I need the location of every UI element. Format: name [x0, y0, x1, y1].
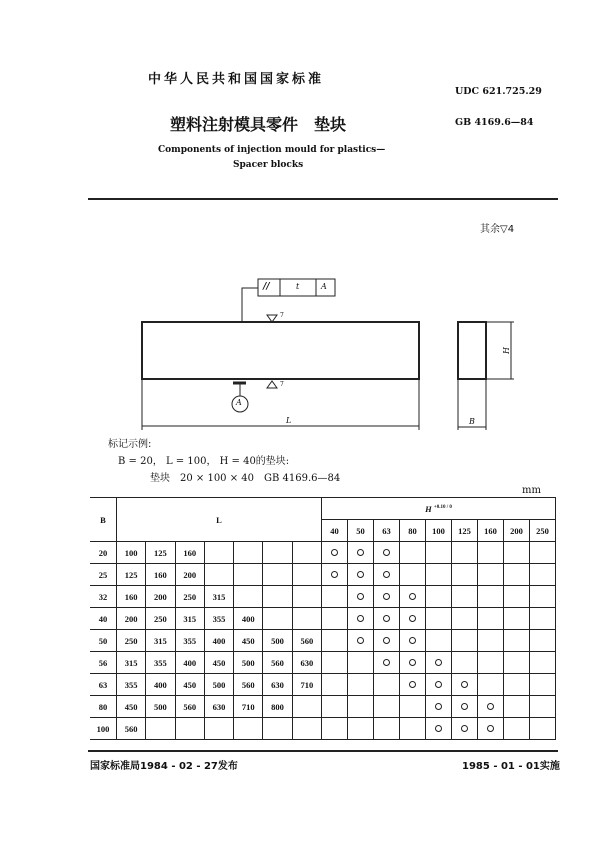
l-value: 450	[204, 652, 233, 674]
h-availability-cell	[322, 696, 348, 718]
table-row	[90, 630, 556, 652]
l-value: 500	[234, 652, 263, 674]
h-availability-cell	[504, 608, 530, 630]
unit-label: mm	[522, 485, 541, 496]
issue-date: 国家标准局1984 - 02 - 27发布	[90, 761, 238, 772]
available-circle-icon	[357, 593, 364, 600]
l-value	[263, 542, 292, 564]
header-H-tolerance: +0.10 / 0	[433, 504, 452, 510]
table-row	[90, 674, 556, 696]
h-availability-cell	[452, 564, 478, 586]
h-availability-cell	[426, 630, 452, 652]
h-availability-cell	[478, 608, 504, 630]
dimension-H: H	[501, 347, 511, 354]
h-availability-cell	[348, 630, 374, 652]
header-H-label: H	[425, 503, 432, 514]
available-circle-icon	[461, 681, 468, 688]
l-value: 630	[204, 696, 233, 718]
l-value: 400	[204, 630, 233, 652]
h-availability-cell	[530, 586, 556, 608]
h-availability-cell	[426, 586, 452, 608]
h-value-header: 50	[348, 520, 374, 542]
l-value	[263, 586, 292, 608]
h-availability-cell	[452, 674, 478, 696]
table-row	[90, 542, 556, 564]
l-value: 450	[234, 630, 263, 652]
h-availability-cell	[322, 608, 348, 630]
datum-circle-label: A	[236, 398, 242, 407]
h-availability-cell	[530, 718, 556, 740]
h-availability-cell	[322, 542, 348, 564]
parallelism-symbol: //	[263, 282, 270, 292]
h-availability-cell	[400, 718, 426, 740]
h-availability-cell	[348, 608, 374, 630]
l-value	[292, 542, 321, 564]
h-availability-cell	[478, 652, 504, 674]
h-availability-cell	[322, 652, 348, 674]
l-value: 125	[146, 542, 175, 564]
l-value: 315	[175, 608, 204, 630]
h-availability-cell	[400, 542, 426, 564]
l-value: 200	[146, 586, 175, 608]
l-value: 560	[175, 696, 204, 718]
h-availability-cell	[530, 652, 556, 674]
l-value: 250	[175, 586, 204, 608]
l-value	[263, 718, 292, 740]
l-value: 630	[263, 674, 292, 696]
l-value	[234, 718, 263, 740]
l-value: 315	[146, 630, 175, 652]
h-availability-cell	[530, 696, 556, 718]
udc-code: UDC 621.725.29	[455, 86, 542, 97]
available-circle-icon	[383, 615, 390, 622]
h-availability-cell	[452, 542, 478, 564]
available-circle-icon	[357, 549, 364, 556]
h-availability-cell	[322, 630, 348, 652]
l-value: 315	[204, 586, 233, 608]
h-availability-cell	[348, 542, 374, 564]
l-value: 800	[263, 696, 292, 718]
h-value-header: 160	[478, 520, 504, 542]
l-value: 630	[292, 652, 321, 674]
h-value-header: 200	[504, 520, 530, 542]
b-value: 20	[90, 542, 117, 564]
h-availability-cell	[426, 718, 452, 740]
l-value: 400	[234, 608, 263, 630]
h-availability-cell	[504, 586, 530, 608]
h-availability-cell	[478, 718, 504, 740]
effective-date: 1985 - 01 - 01实施	[462, 761, 560, 772]
h-availability-cell	[374, 718, 400, 740]
l-value: 200	[117, 608, 146, 630]
b-value: 63	[90, 674, 117, 696]
h-availability-cell	[504, 564, 530, 586]
l-value	[146, 718, 175, 740]
spacer-block-size-table	[90, 497, 556, 740]
table-row	[90, 696, 556, 718]
available-circle-icon	[383, 571, 390, 578]
b-value: 32	[90, 586, 117, 608]
h-availability-cell	[504, 652, 530, 674]
h-availability-cell	[452, 608, 478, 630]
l-value: 560	[292, 630, 321, 652]
b-value: 50	[90, 630, 117, 652]
marking-example-label: 标记示例:	[108, 439, 152, 450]
national-standard-heading: 中华人民共和国国家标准	[148, 72, 325, 87]
l-value	[204, 542, 233, 564]
h-availability-cell	[530, 674, 556, 696]
h-availability-cell	[530, 542, 556, 564]
l-value: 355	[146, 652, 175, 674]
b-value: 40	[90, 608, 117, 630]
h-availability-cell	[426, 564, 452, 586]
l-value	[234, 564, 263, 586]
h-availability-cell	[426, 608, 452, 630]
h-availability-cell	[478, 542, 504, 564]
l-value	[175, 718, 204, 740]
h-availability-cell	[452, 630, 478, 652]
l-value	[204, 564, 233, 586]
h-availability-cell	[478, 630, 504, 652]
l-value	[292, 608, 321, 630]
b-value: 25	[90, 564, 117, 586]
l-value	[204, 718, 233, 740]
available-circle-icon	[409, 615, 416, 622]
available-circle-icon	[383, 549, 390, 556]
h-availability-cell	[322, 586, 348, 608]
h-value-header: 250	[530, 520, 556, 542]
h-availability-cell	[530, 608, 556, 630]
title-cn: 塑料注射模具零件 垫块	[170, 115, 347, 134]
h-value-header: 40	[322, 520, 348, 542]
l-value: 355	[175, 630, 204, 652]
available-circle-icon	[487, 703, 494, 710]
l-value: 400	[175, 652, 204, 674]
tolerance-value: t	[296, 282, 300, 291]
h-availability-cell	[452, 696, 478, 718]
h-value-header: 100	[426, 520, 452, 542]
available-circle-icon	[409, 637, 416, 644]
l-value: 160	[146, 564, 175, 586]
available-circle-icon	[357, 615, 364, 622]
h-value-header: 63	[374, 520, 400, 542]
marking-example-line2: 垫块 20 × 100 × 40 GB 4169.6—84	[150, 473, 341, 484]
dimension-L: L	[286, 416, 292, 425]
roughness-bottom: 7	[280, 381, 284, 388]
b-value: 100	[90, 718, 117, 740]
gb-code: GB 4169.6—84	[455, 117, 534, 128]
h-availability-cell	[322, 718, 348, 740]
h-availability-cell	[400, 652, 426, 674]
l-value: 500	[146, 696, 175, 718]
surface-roughness-note: 其余▽4	[480, 224, 515, 235]
h-availability-cell	[374, 542, 400, 564]
l-value	[263, 608, 292, 630]
header-B: B	[90, 498, 117, 542]
l-value: 500	[204, 674, 233, 696]
l-value: 500	[263, 630, 292, 652]
table-row	[90, 652, 556, 674]
available-circle-icon	[409, 593, 416, 600]
l-value	[292, 696, 321, 718]
h-availability-cell	[504, 718, 530, 740]
marking-example-line1: B = 20， L = 100， H = 40的垫块:	[118, 456, 290, 467]
h-availability-cell	[426, 674, 452, 696]
h-availability-cell	[400, 564, 426, 586]
h-availability-cell	[452, 652, 478, 674]
h-availability-cell	[452, 586, 478, 608]
h-availability-cell	[374, 586, 400, 608]
h-availability-cell	[530, 564, 556, 586]
h-availability-cell	[478, 674, 504, 696]
available-circle-icon	[409, 659, 416, 666]
available-circle-icon	[461, 703, 468, 710]
l-value: 560	[117, 718, 146, 740]
h-availability-cell	[374, 652, 400, 674]
h-availability-cell	[374, 564, 400, 586]
b-value: 80	[90, 696, 117, 718]
h-availability-cell	[426, 652, 452, 674]
h-availability-cell	[374, 696, 400, 718]
footer-divider	[88, 750, 558, 752]
l-value	[263, 564, 292, 586]
h-availability-cell	[322, 564, 348, 586]
l-value: 125	[117, 564, 146, 586]
h-availability-cell	[348, 674, 374, 696]
available-circle-icon	[331, 549, 338, 556]
table-row	[90, 608, 556, 630]
h-availability-cell	[400, 696, 426, 718]
h-availability-cell	[374, 630, 400, 652]
l-value: 400	[146, 674, 175, 696]
h-availability-cell	[348, 564, 374, 586]
l-value	[234, 542, 263, 564]
h-availability-cell	[478, 564, 504, 586]
h-availability-cell	[478, 696, 504, 718]
table-row	[90, 564, 556, 586]
h-availability-cell	[426, 542, 452, 564]
l-value: 250	[146, 608, 175, 630]
l-value	[292, 718, 321, 740]
h-availability-cell	[400, 608, 426, 630]
available-circle-icon	[383, 637, 390, 644]
l-value: 355	[117, 674, 146, 696]
b-value: 56	[90, 652, 117, 674]
header-L: L	[117, 498, 322, 542]
table-row	[90, 718, 556, 740]
available-circle-icon	[435, 659, 442, 666]
h-availability-cell	[400, 630, 426, 652]
available-circle-icon	[435, 681, 442, 688]
l-value: 560	[234, 674, 263, 696]
l-value: 160	[117, 586, 146, 608]
available-circle-icon	[357, 571, 364, 578]
l-value: 450	[117, 696, 146, 718]
l-value: 560	[263, 652, 292, 674]
h-availability-cell	[348, 718, 374, 740]
h-availability-cell	[400, 586, 426, 608]
l-value: 160	[175, 542, 204, 564]
available-circle-icon	[435, 703, 442, 710]
h-availability-cell	[400, 674, 426, 696]
datum-reference: A	[321, 282, 327, 291]
h-availability-cell	[426, 696, 452, 718]
available-circle-icon	[383, 593, 390, 600]
h-value-header: 125	[452, 520, 478, 542]
table-row	[90, 586, 556, 608]
available-circle-icon	[435, 725, 442, 732]
h-availability-cell	[504, 630, 530, 652]
available-circle-icon	[357, 637, 364, 644]
l-value	[292, 564, 321, 586]
l-value: 355	[204, 608, 233, 630]
h-availability-cell	[348, 586, 374, 608]
h-availability-cell	[374, 674, 400, 696]
title-en-line2: Spacer blocks	[233, 160, 304, 170]
l-value: 710	[292, 674, 321, 696]
l-value: 710	[234, 696, 263, 718]
available-circle-icon	[383, 659, 390, 666]
dimension-B: B	[469, 417, 475, 426]
available-circle-icon	[331, 571, 338, 578]
l-value: 250	[117, 630, 146, 652]
h-availability-cell	[504, 674, 530, 696]
h-availability-cell	[348, 652, 374, 674]
l-value	[234, 586, 263, 608]
h-availability-cell	[348, 696, 374, 718]
available-circle-icon	[409, 681, 416, 688]
l-value: 315	[117, 652, 146, 674]
h-availability-cell	[504, 696, 530, 718]
l-value	[292, 586, 321, 608]
title-en-line1: Components of injection mould for plastics—	[158, 145, 386, 155]
header-H	[322, 498, 556, 520]
h-availability-cell	[374, 608, 400, 630]
l-value: 100	[117, 542, 146, 564]
l-value: 200	[175, 564, 204, 586]
available-circle-icon	[461, 725, 468, 732]
roughness-top: 7	[280, 312, 284, 319]
available-circle-icon	[487, 725, 494, 732]
h-availability-cell	[530, 630, 556, 652]
h-availability-cell	[478, 586, 504, 608]
h-availability-cell	[504, 542, 530, 564]
l-value: 450	[175, 674, 204, 696]
h-value-header: 80	[400, 520, 426, 542]
h-availability-cell	[322, 674, 348, 696]
h-availability-cell	[452, 718, 478, 740]
